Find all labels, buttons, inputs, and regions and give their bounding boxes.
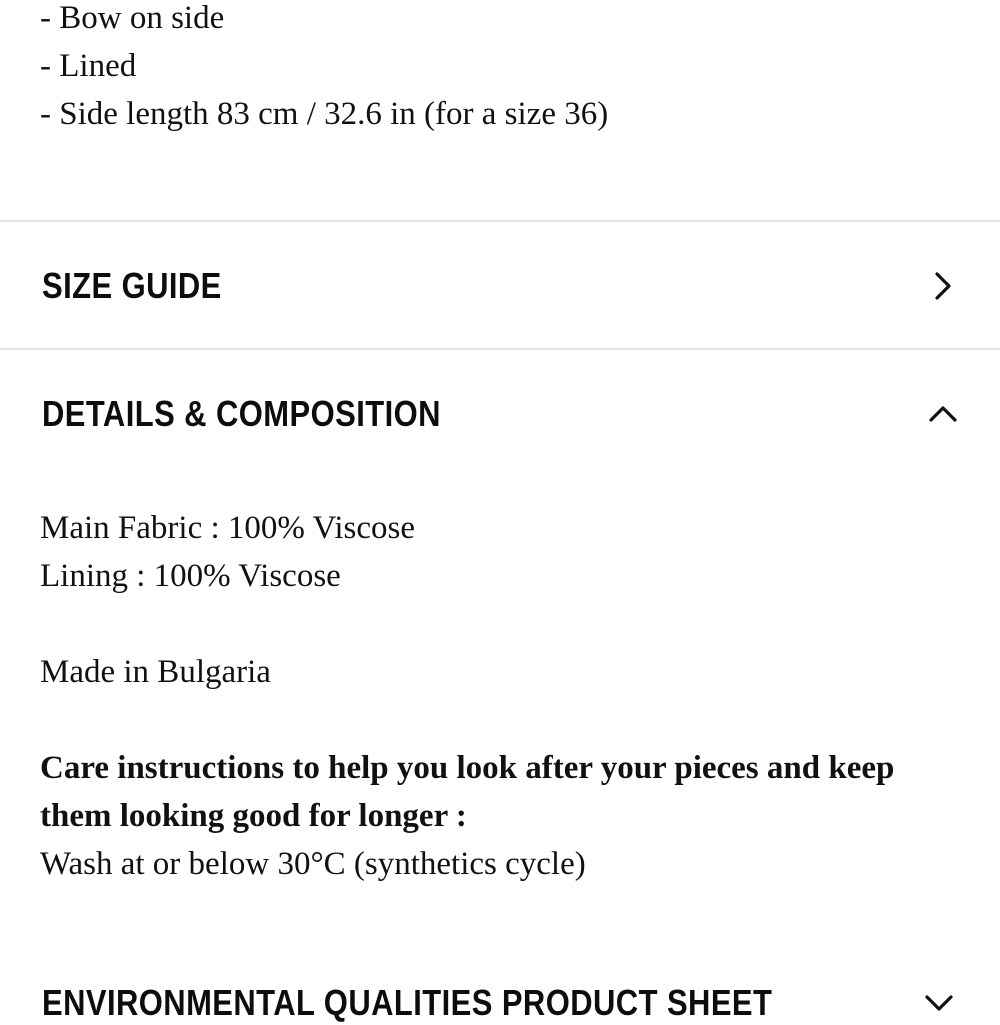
description-bullet: - Lined [40,48,137,84]
details-composition-accordion-header[interactable] [0,350,1000,478]
size-guide-title: SIZE GUIDE [42,265,222,306]
lining-text: Lining : 100% Viscose [40,558,341,594]
description-bullet: - Side length 83 cm / 32.6 in (for a size 36) [40,96,609,132]
product-description-list [40,0,608,138]
chevron-down-icon[interactable] [922,986,956,1020]
main-fabric-text: Main Fabric : 100% Viscose [40,510,416,546]
care-instructions-heading: Care instructions to help you look after your pieces and keep them looking good for longer : [40,750,895,834]
chevron-up-icon [926,397,960,431]
details-composition-title: DETAILS & COMPOSITION [42,393,441,434]
chevron-right-icon [926,269,960,303]
environmental-qualities-title[interactable]: ENVIRONMENTAL QUALITIES PRODUCT SHEET [42,982,773,1023]
details-composition-content [40,504,970,888]
description-bullet: - Bow on side [40,0,225,36]
made-in-text: Made in Bulgaria [40,654,271,690]
care-wash-text: Wash at or below 30°C (synthetics cycle) [40,846,586,882]
size-guide-accordion-header[interactable] [0,222,1000,350]
